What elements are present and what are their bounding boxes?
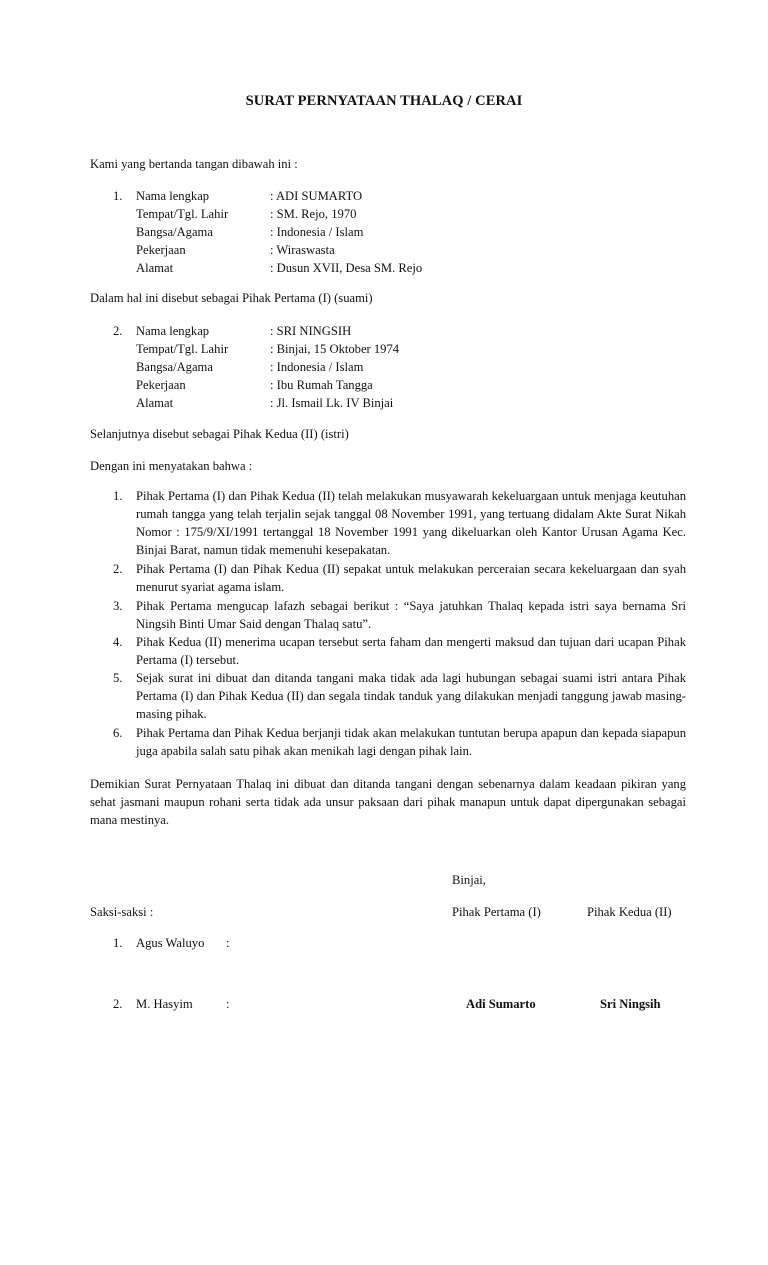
statement-intro: Dengan ini menyatakan bahwa : xyxy=(90,459,253,473)
intro-text: Kami yang bertanda tangan dibawah ini : xyxy=(90,157,298,171)
party1-value-job: : Wiraswasta xyxy=(270,243,335,257)
party2-value-name: : SRI NINGSIH xyxy=(270,324,352,338)
statement-number: 6. xyxy=(113,726,123,740)
party1-label-nation: Bangsa/Agama xyxy=(136,225,213,239)
statement-item xyxy=(90,724,686,760)
statement-text: Pihak Pertama mengucap lafazh sebagai berikut : “Saya jatuhkan Thalaq kepada istri saya bernama Sri Ningsih Binti Umar Said dengan Thalaq satu”. xyxy=(136,599,686,631)
party1-designation: Dalam hal ini disebut sebagai Pihak Pertama (I) (suami) xyxy=(90,291,373,305)
party1-number: 1. xyxy=(113,189,123,203)
witness-number: 2. xyxy=(113,997,123,1011)
place-date: Binjai, xyxy=(452,873,486,887)
party1-label-job: Pekerjaan xyxy=(136,243,186,257)
statement-text: Sejak surat ini dibuat dan ditanda tangani maka tidak ada lagi hubungan sebagai suami istri antara Pihak Pertama (I) dan Pihak Kedua (II) dan segala tindak tanduk yang dilakukan menjadi tanggung jawab masing-masing pihak. xyxy=(136,671,686,721)
party1-label-address: Alamat xyxy=(136,261,174,275)
statement-text: Pihak Pertama (I) dan Pihak Kedua (II) telah melakukan musyawarah kekeluargaan untuk menjaga keutuhan rumah tangga yang telah terjalin sejak tanggal 08 November 1991, yang tertuang didalam Akte Surat Nikah Nomor : 175/9/XI/1991 tertanggal 18 November 1991 yang dikeluarkan oleh Kantor Urusan Agama Kec. Binjai Barat, namun tidak memenuhi kesepakatan. xyxy=(136,489,686,557)
witness-name: Agus Waluyo xyxy=(136,936,205,950)
party1-label-birth: Tempat/Tgl. Lahir xyxy=(136,207,229,221)
statement-item xyxy=(90,597,686,633)
signer2-name: Sri Ningsih xyxy=(600,997,661,1011)
party2-number: 2. xyxy=(113,324,123,338)
party2-label-birth: Tempat/Tgl. Lahir xyxy=(136,342,229,356)
party1-value-nation: : Indonesia / Islam xyxy=(270,225,364,239)
party2-value-nation: : Indonesia / Islam xyxy=(270,360,364,374)
party2-label-address: Alamat xyxy=(136,396,174,410)
party2-value-job: : Ibu Rumah Tangga xyxy=(270,378,373,392)
party1-signature-label: Pihak Pertama (I) xyxy=(452,905,541,919)
statement-number: 4. xyxy=(113,635,123,649)
statement-number: 3. xyxy=(113,599,123,613)
closing-paragraph: Demikian Surat Pernyataan Thalaq ini dibuat dan ditanda tangani dengan sebenarnya dalam keadaan pikiran yang sehat jasmani maupun rohani serta tidak ada unsur paksaan dari pihak manapun untuk dapat dipergunakan sebagai mana mestinya. xyxy=(90,777,686,827)
statement-text: Pihak Pertama dan Pihak Kedua berjanji tidak akan melakukan tuntutan berupa apapun dan kepada siapapun juga apabila salah satu pihak akan menikah lagi dengan pihak lain. xyxy=(136,726,686,758)
document-title: SURAT PERNYATAAN THALAQ / CERAI xyxy=(245,93,523,109)
statement-item xyxy=(90,633,686,669)
party1-value-name: : ADI SUMARTO xyxy=(270,189,363,203)
statement-number: 1. xyxy=(113,489,123,503)
witness-number: 1. xyxy=(113,936,123,950)
party1-label-name: Nama lengkap xyxy=(136,189,210,203)
party1-value-birth: : SM. Rejo, 1970 xyxy=(270,207,357,221)
witness-colon: : xyxy=(226,997,230,1011)
witness-name: M. Hasyim xyxy=(136,997,193,1011)
party2-label-job: Pekerjaan xyxy=(136,378,186,392)
statement-number: 5. xyxy=(113,671,123,685)
party2-value-birth: : Binjai, 15 Oktober 1974 xyxy=(270,342,400,356)
signer1-name: Adi Sumarto xyxy=(466,997,536,1011)
statement-item xyxy=(90,669,686,723)
party2-designation: Selanjutnya disebut sebagai Pihak Kedua (II) (istri) xyxy=(90,427,349,441)
witness-colon: : xyxy=(226,936,230,950)
statement-text: Pihak Kedua (II) menerima ucapan tersebut serta faham dan mengerti maksud dan tujuan dari ucapan Pihak Pertama (I) tersebut. xyxy=(136,635,686,667)
statement-number: 2. xyxy=(113,562,123,576)
party2-label-name: Nama lengkap xyxy=(136,324,210,338)
party1-value-address: : Dusun XVII, Desa SM. Rejo xyxy=(270,261,423,275)
party2-value-address: : Jl. Ismail Lk. IV Binjai xyxy=(270,396,394,410)
party2-signature-label: Pihak Kedua (II) xyxy=(587,905,672,919)
party2-label-nation: Bangsa/Agama xyxy=(136,360,213,374)
statement-item xyxy=(90,560,686,596)
witnesses-label: Saksi-saksi : xyxy=(90,905,154,919)
statement-text: Pihak Pertama (I) dan Pihak Kedua (II) sepakat untuk melakukan perceraian secara kekeluargaan dan syah menurut syariat agama islam. xyxy=(136,562,686,594)
statement-item xyxy=(90,487,686,559)
